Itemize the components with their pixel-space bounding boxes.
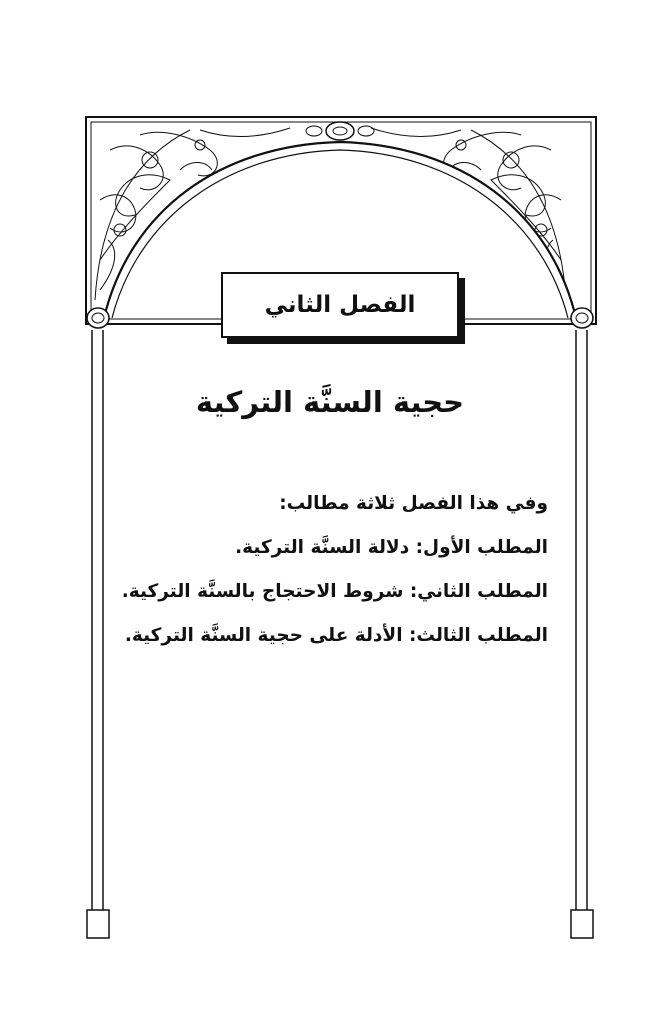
right-capital bbox=[571, 308, 593, 328]
right-column bbox=[571, 330, 593, 938]
left-column bbox=[87, 330, 109, 938]
section-line-2: المطلب الثاني: شروط الاحتجاج بالسنَّة التركية. bbox=[121, 581, 548, 602]
left-capital bbox=[87, 308, 109, 328]
intro-line: وفي هذا الفصل ثلاثة مطالب: bbox=[279, 493, 548, 514]
chapter-heading-box bbox=[221, 272, 459, 338]
section-line-1: المطلب الأول: دلالة السنَّة التركية. bbox=[235, 537, 548, 558]
section-line-3: المطلب الثالث: الأدلة على حجية السنَّة التركية. bbox=[124, 625, 548, 646]
chapter-label: الفصل الثاني bbox=[264, 292, 416, 318]
page-title: حجية السنَّة التركية bbox=[195, 385, 465, 419]
chapter-contents bbox=[121, 482, 548, 658]
top-medallion bbox=[306, 122, 374, 140]
